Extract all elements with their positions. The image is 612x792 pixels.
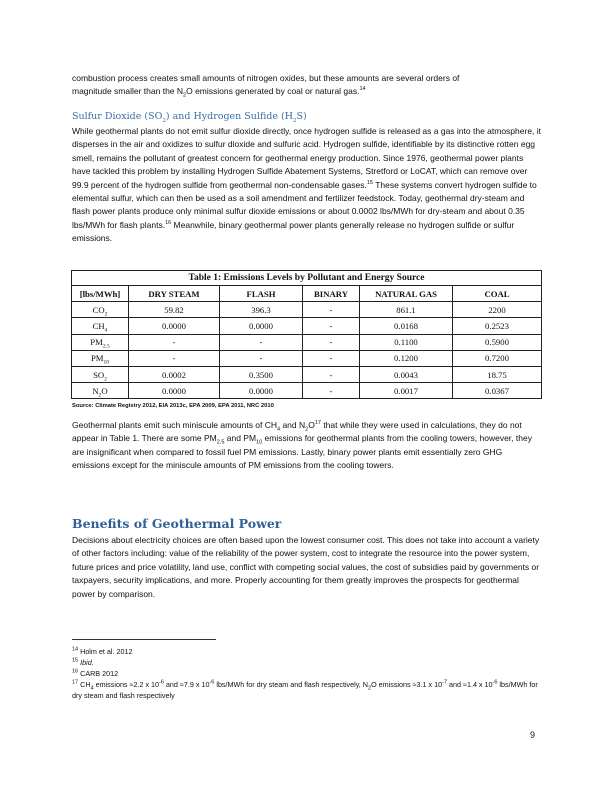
benefits-paragraph: Decisions about electricity choices are often based upon the lowest consumer cost. This does not take into account a variety of other factors including: value of the reliability of the power system, cost to integrate the resource into the power system, future prices and price volatility, land use, conflict with competing social values, the cost of subsidies paid by governments or taxpayers, security implications, and more. Properly accounting for them greatly improves the prospects for geothermal power by comparison. [72, 535, 540, 599]
table-cell: - [303, 350, 360, 366]
footnote-14: $^{14}$ Holm et al. 2012 [72, 646, 133, 656]
table-cell: - [220, 334, 303, 350]
footnote-ref-16[interactable]: 16 [165, 220, 172, 227]
header-natural-gas: NATURAL GAS [360, 286, 453, 302]
row-label: $N_2O$ [72, 383, 129, 399]
header-coal: COAL [453, 286, 542, 302]
table-caption: Table 1: Emissions Levels by Pollutant and Energy Source [71, 270, 542, 285]
footnote-16: $^{16}$ CARB 2012 [72, 668, 119, 678]
sulfur-section-heading: Sulfur Dioxide $(SO_2)$ and Hydrogen Sulfide $(H_2S)$ [72, 111, 307, 124]
emissions-table [71, 270, 542, 399]
table-cell: 0.0000 [220, 318, 303, 334]
table-cell: 0.0168 [360, 318, 453, 334]
footnote-divider [72, 639, 216, 640]
footnote-ref-15[interactable]: 15 [366, 179, 373, 186]
table-cell: 0.0017 [360, 383, 453, 399]
table-row-pm10 [72, 350, 542, 366]
header-dry-steam: DRY STEAM [129, 286, 220, 302]
table-row-co2 [72, 302, 542, 318]
table-cell: - [129, 350, 220, 366]
table-cell: 0.7200 [453, 350, 542, 366]
table-row-so2 [72, 366, 542, 382]
row-label: $PM_{10}$ [72, 350, 129, 366]
table-cell: - [220, 350, 303, 366]
table-cell: - [129, 334, 220, 350]
footnote-17: $^{17}$ $CH_4$ emissions ≈2.2 x $10^{-6}$ and ≈7.9 x $10^{-6}$ lbs/MWh for dry steam and flash respectively, $N_2O$ emissions ≈3.1 x $10^{-7}$ and ≈1.4 x $10^{-6}$ lbs/MWh for dry steam and flash respectively [72, 679, 538, 700]
table-cell: 861.1 [360, 302, 453, 318]
page-number: 9 [530, 730, 536, 740]
header-flash: FLASH [220, 286, 303, 302]
table-cell: 0.5900 [453, 334, 542, 350]
table-row-pm25 [72, 334, 542, 350]
table-cell: 0.1100 [360, 334, 453, 350]
table-cell: 0.0000 [129, 318, 220, 334]
header-units: [lbs/MWh] [72, 286, 129, 302]
table-cell: 0.0043 [360, 366, 453, 382]
table-row-ch4 [72, 318, 542, 334]
table-cell: - [303, 302, 360, 318]
table-cell: 0.0367 [453, 383, 542, 399]
row-label: $CH_4$ [72, 318, 129, 334]
header-binary: BINARY [303, 286, 360, 302]
table-cell: - [303, 366, 360, 382]
table-cell: 2200 [453, 302, 542, 318]
table-cell: 0.0000 [220, 383, 303, 399]
table-cell: 0.2523 [453, 318, 542, 334]
intro-line-1: combustion process creates small amounts of nitrogen oxides, but these amounts are several orders of [72, 73, 460, 83]
table-cell: 0.0002 [129, 366, 220, 382]
footnote-ref-17[interactable]: 17 [314, 420, 321, 427]
sulfur-section-paragraph: While geothermal plants do not emit sulfur dioxide directly, once hydrogen sulfide is released as a gas into the atmosphere, it disperses in the air and oxidizes to sulfur dioxide and sulfuric acid. Hydrogen sulfide, identifiable by its distinctive rotten egg smell, remains the pollutant of greatest concern for geothermal energy production. Since 1976, geothermal power plants have tackled this problem by installing Hydrogen Sulfide Abatement Systems, Stretford or LoCAT, which can remove over 99.9 percent of the hydrogen sulfide from geothermal non-condensable gases.$^{15}$ These systems convert hydrogen sulfide to elemental sulfur, which can then be used as a soil amendment and fertilizer feedstock. Today, geothermal dry-steam and flash power plants produce only minimal sulfur dioxide emissions or about 0.0002 lbs/MWh for dry-steam and about 0.35 lbs/MWh for flash plants.$^{16}$ Meanwhile, binary geothermal power plants generally release no hydrogen sulfide or sulfur emissions. [72, 126, 542, 244]
table-header-row [72, 286, 542, 302]
table-cell: - [303, 383, 360, 399]
table-cell: - [303, 334, 360, 350]
table-source: Source: Climate Registry 2012, EIA 2013c, EPA 2009, EPA 2011, NRC 2010 [72, 403, 274, 409]
table-cell: 0.3500 [220, 366, 303, 382]
footnote-15: $^{15}$ Ibid. [72, 657, 94, 667]
row-label: $CO_2$ [72, 302, 129, 318]
table-cell: - [303, 318, 360, 334]
footnote-ref-14[interactable]: 14 [359, 86, 366, 93]
table-cell: 396.3 [220, 302, 303, 318]
table-cell: 0.0000 [129, 383, 220, 399]
row-label: $PM_{2.5}$ [72, 334, 129, 350]
intro-paragraph: combustion process creates small amounts of nitrogen oxides, but these amounts are several orders of magnitude smaller than the $N_2O$ emissions generated by coal or natural gas.$^{14}$ [72, 73, 460, 100]
row-label: $SO_2$ [72, 366, 129, 382]
table-cell: 59.82 [129, 302, 220, 318]
benefits-section-heading: Benefits of Geothermal Power [72, 516, 282, 531]
table-cell: 0.1200 [360, 350, 453, 366]
ghg-paragraph: Geothermal plants emit such miniscule amounts of $CH_4$ and $N_2O^{17}$ that while they were used in calculations, they do not appear in Table 1. There are some $PM_{2.5}$ and $PM_{10}$ emissions for geothermal plants from the cooling towers, however, they are insignificant when compared to fossil fuel PM emissions. Lastly, binary power plants emit essentially zero GHG emissions except for the miniscule amounts of PM emissions from the cooling towers. [72, 420, 532, 471]
table-cell: 18.75 [453, 366, 542, 382]
table-row-n2o [72, 383, 542, 399]
